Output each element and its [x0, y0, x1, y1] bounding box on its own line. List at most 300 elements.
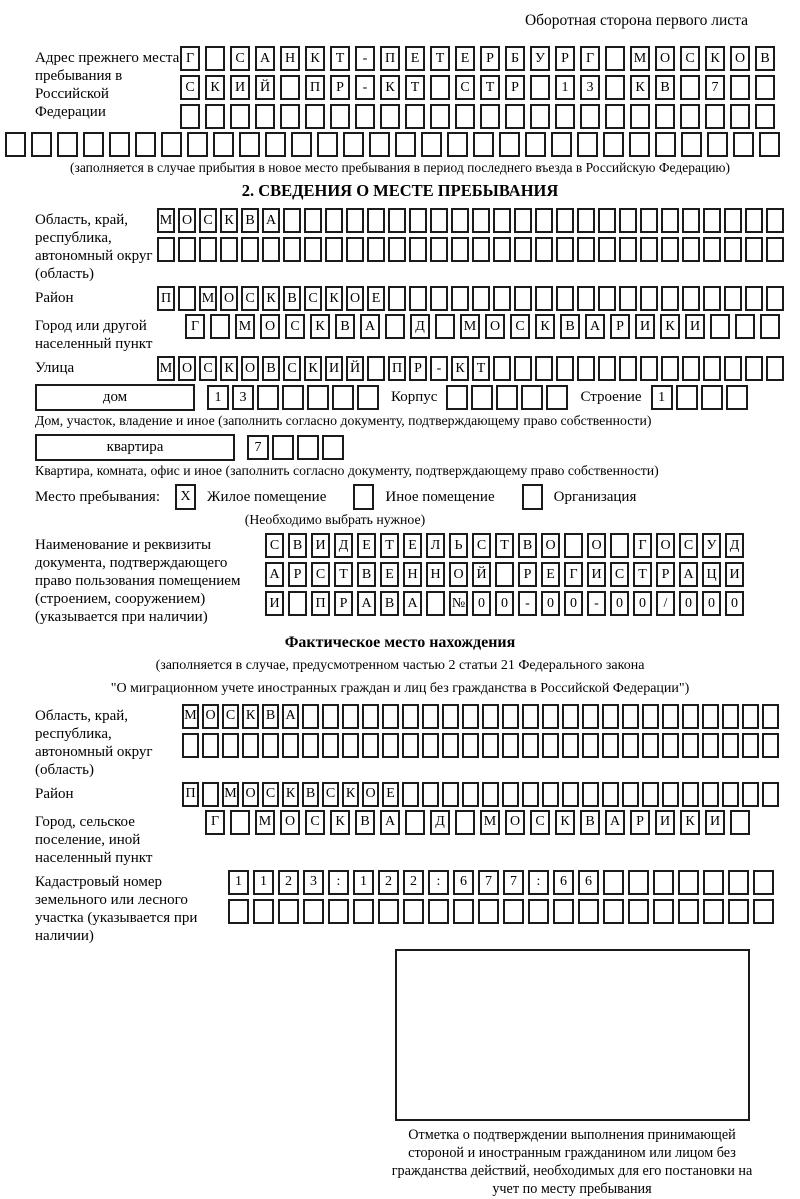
- char-cell[interactable]: [462, 704, 479, 729]
- char-cell[interactable]: -: [355, 46, 375, 71]
- char-cell[interactable]: [303, 899, 324, 924]
- char-cell[interactable]: [257, 385, 279, 410]
- char-cell[interactable]: М: [182, 704, 199, 729]
- char-cell[interactable]: И: [230, 75, 250, 100]
- char-cell[interactable]: [662, 704, 679, 729]
- char-cell[interactable]: [317, 132, 338, 157]
- char-cell[interactable]: [766, 286, 784, 311]
- char-cell[interactable]: О: [242, 782, 259, 807]
- char-cell[interactable]: К: [535, 314, 555, 339]
- char-cell[interactable]: С: [283, 356, 301, 381]
- char-cell[interactable]: С: [241, 286, 259, 311]
- char-cell[interactable]: [745, 208, 763, 233]
- char-cell[interactable]: [447, 132, 468, 157]
- char-cell[interactable]: [262, 733, 279, 758]
- char-cell[interactable]: [745, 237, 763, 262]
- char-cell[interactable]: Н: [403, 562, 422, 587]
- char-cell[interactable]: [682, 356, 700, 381]
- char-cell[interactable]: [678, 870, 699, 895]
- char-cell[interactable]: 0: [725, 591, 744, 616]
- char-cell[interactable]: [582, 704, 599, 729]
- char-cell[interactable]: [742, 733, 759, 758]
- char-cell[interactable]: [178, 237, 196, 262]
- char-cell[interactable]: [630, 104, 650, 129]
- char-cell[interactable]: [681, 132, 702, 157]
- char-cell[interactable]: Т: [480, 75, 500, 100]
- char-cell[interactable]: [430, 237, 448, 262]
- char-cell[interactable]: Д: [334, 533, 353, 558]
- char-cell[interactable]: В: [283, 286, 301, 311]
- char-cell[interactable]: [502, 704, 519, 729]
- char-cell[interactable]: [642, 704, 659, 729]
- char-cell[interactable]: [135, 132, 156, 157]
- char-cell[interactable]: [562, 733, 579, 758]
- char-cell[interactable]: [703, 899, 724, 924]
- char-cell[interactable]: [535, 208, 553, 233]
- char-cell[interactable]: [598, 286, 616, 311]
- char-cell[interactable]: [682, 237, 700, 262]
- char-cell[interactable]: С: [265, 533, 284, 558]
- char-cell[interactable]: И: [587, 562, 606, 587]
- char-cell[interactable]: [603, 870, 624, 895]
- char-cell[interactable]: Т: [330, 46, 350, 71]
- char-cell[interactable]: [402, 782, 419, 807]
- char-cell[interactable]: [302, 733, 319, 758]
- char-cell[interactable]: Е: [541, 562, 560, 587]
- char-cell[interactable]: [157, 237, 175, 262]
- char-cell[interactable]: К: [342, 782, 359, 807]
- char-cell[interactable]: Р: [630, 810, 650, 835]
- char-cell[interactable]: [726, 385, 748, 410]
- char-cell[interactable]: [426, 591, 445, 616]
- char-cell[interactable]: [499, 132, 520, 157]
- char-cell[interactable]: [187, 132, 208, 157]
- char-cell[interactable]: Р: [505, 75, 525, 100]
- char-cell[interactable]: К: [680, 810, 700, 835]
- char-cell[interactable]: [619, 208, 637, 233]
- char-cell[interactable]: [395, 132, 416, 157]
- char-cell[interactable]: [388, 237, 406, 262]
- char-cell[interactable]: К: [451, 356, 469, 381]
- char-cell[interactable]: О: [220, 286, 238, 311]
- char-cell[interactable]: [451, 208, 469, 233]
- char-cell[interactable]: [304, 237, 322, 262]
- char-cell[interactable]: [760, 314, 780, 339]
- char-cell[interactable]: [482, 733, 499, 758]
- char-cell[interactable]: Е: [455, 46, 475, 71]
- char-cell[interactable]: А: [585, 314, 605, 339]
- char-cell[interactable]: А: [282, 704, 299, 729]
- char-cell[interactable]: [357, 385, 379, 410]
- char-cell[interactable]: [451, 286, 469, 311]
- char-cell[interactable]: [702, 704, 719, 729]
- char-cell[interactable]: [562, 704, 579, 729]
- char-cell[interactable]: [530, 75, 550, 100]
- char-cell[interactable]: [182, 733, 199, 758]
- char-cell[interactable]: [535, 356, 553, 381]
- char-cell[interactable]: [180, 104, 200, 129]
- stay-type-checkbox-residential[interactable]: X: [175, 484, 196, 510]
- char-cell[interactable]: №: [449, 591, 468, 616]
- char-cell[interactable]: [451, 237, 469, 262]
- char-cell[interactable]: :: [428, 870, 449, 895]
- char-cell[interactable]: Н: [280, 46, 300, 71]
- char-cell[interactable]: [430, 286, 448, 311]
- char-cell[interactable]: [278, 899, 299, 924]
- char-cell[interactable]: [742, 782, 759, 807]
- char-cell[interactable]: [502, 733, 519, 758]
- char-cell[interactable]: 2: [403, 870, 424, 895]
- char-cell[interactable]: Т: [405, 75, 425, 100]
- char-cell[interactable]: [442, 704, 459, 729]
- char-cell[interactable]: [722, 733, 739, 758]
- char-cell[interactable]: [430, 104, 450, 129]
- char-cell[interactable]: В: [755, 46, 775, 71]
- char-cell[interactable]: О: [655, 46, 675, 71]
- char-cell[interactable]: [703, 237, 721, 262]
- char-cell[interactable]: [291, 132, 312, 157]
- char-cell[interactable]: 2: [278, 870, 299, 895]
- char-cell[interactable]: [505, 104, 525, 129]
- char-cell[interactable]: [556, 208, 574, 233]
- char-cell[interactable]: Д: [410, 314, 430, 339]
- char-cell[interactable]: -: [430, 356, 448, 381]
- char-cell[interactable]: К: [220, 356, 238, 381]
- char-cell[interactable]: [282, 733, 299, 758]
- char-cell[interactable]: Е: [382, 782, 399, 807]
- char-cell[interactable]: М: [157, 208, 175, 233]
- char-cell[interactable]: 3: [303, 870, 324, 895]
- char-cell[interactable]: К: [305, 46, 325, 71]
- char-cell[interactable]: [661, 208, 679, 233]
- char-cell[interactable]: [703, 356, 721, 381]
- char-cell[interactable]: [369, 132, 390, 157]
- char-cell[interactable]: [283, 237, 301, 262]
- char-cell[interactable]: 0: [541, 591, 560, 616]
- char-cell[interactable]: 0: [610, 591, 629, 616]
- char-cell[interactable]: Г: [185, 314, 205, 339]
- char-cell[interactable]: К: [310, 314, 330, 339]
- char-cell[interactable]: [472, 237, 490, 262]
- char-cell[interactable]: [442, 782, 459, 807]
- char-cell[interactable]: [496, 385, 518, 410]
- char-cell[interactable]: [514, 208, 532, 233]
- char-cell[interactable]: [503, 899, 524, 924]
- char-cell[interactable]: [653, 870, 674, 895]
- char-cell[interactable]: М: [222, 782, 239, 807]
- char-cell[interactable]: [602, 704, 619, 729]
- char-cell[interactable]: [202, 782, 219, 807]
- char-cell[interactable]: [471, 385, 493, 410]
- char-cell[interactable]: [653, 899, 674, 924]
- char-cell[interactable]: [661, 237, 679, 262]
- char-cell[interactable]: О: [587, 533, 606, 558]
- char-cell[interactable]: [556, 356, 574, 381]
- char-cell[interactable]: [722, 704, 739, 729]
- char-cell[interactable]: 1: [651, 385, 673, 410]
- char-cell[interactable]: В: [335, 314, 355, 339]
- char-cell[interactable]: [753, 899, 774, 924]
- char-cell[interactable]: [325, 208, 343, 233]
- stay-type-checkbox-organization[interactable]: [522, 484, 543, 510]
- char-cell[interactable]: [342, 733, 359, 758]
- char-cell[interactable]: Т: [472, 356, 490, 381]
- char-cell[interactable]: [562, 782, 579, 807]
- char-cell[interactable]: О: [280, 810, 300, 835]
- char-cell[interactable]: 7: [247, 435, 269, 460]
- char-cell[interactable]: [239, 132, 260, 157]
- char-cell[interactable]: [305, 104, 325, 129]
- char-cell[interactable]: [605, 104, 625, 129]
- char-cell[interactable]: В: [241, 208, 259, 233]
- char-cell[interactable]: И: [705, 810, 725, 835]
- char-cell[interactable]: К: [262, 286, 280, 311]
- char-cell[interactable]: [5, 132, 26, 157]
- char-cell[interactable]: С: [510, 314, 530, 339]
- char-cell[interactable]: [640, 208, 658, 233]
- char-cell[interactable]: [83, 132, 104, 157]
- char-cell[interactable]: К: [304, 356, 322, 381]
- char-cell[interactable]: [766, 356, 784, 381]
- char-cell[interactable]: [495, 562, 514, 587]
- char-cell[interactable]: [605, 75, 625, 100]
- char-cell[interactable]: В: [302, 782, 319, 807]
- char-cell[interactable]: К: [630, 75, 650, 100]
- char-cell[interactable]: 0: [564, 591, 583, 616]
- char-cell[interactable]: [542, 704, 559, 729]
- char-cell[interactable]: [564, 533, 583, 558]
- char-cell[interactable]: [535, 237, 553, 262]
- char-cell[interactable]: [205, 104, 225, 129]
- char-cell[interactable]: 0: [472, 591, 491, 616]
- char-cell[interactable]: 2: [378, 870, 399, 895]
- char-cell[interactable]: [602, 733, 619, 758]
- char-cell[interactable]: [622, 704, 639, 729]
- char-cell[interactable]: [546, 385, 568, 410]
- char-cell[interactable]: В: [262, 704, 279, 729]
- char-cell[interactable]: [522, 733, 539, 758]
- char-cell[interactable]: П: [182, 782, 199, 807]
- char-cell[interactable]: [210, 314, 230, 339]
- char-cell[interactable]: [682, 208, 700, 233]
- char-cell[interactable]: [382, 733, 399, 758]
- char-cell[interactable]: [577, 208, 595, 233]
- char-cell[interactable]: [332, 385, 354, 410]
- char-cell[interactable]: И: [635, 314, 655, 339]
- char-cell[interactable]: [473, 132, 494, 157]
- char-cell[interactable]: [724, 208, 742, 233]
- char-cell[interactable]: В: [655, 75, 675, 100]
- char-cell[interactable]: [745, 356, 763, 381]
- char-cell[interactable]: 6: [453, 870, 474, 895]
- char-cell[interactable]: [735, 314, 755, 339]
- char-cell[interactable]: [762, 782, 779, 807]
- char-cell[interactable]: Р: [409, 356, 427, 381]
- char-cell[interactable]: Е: [380, 562, 399, 587]
- char-cell[interactable]: [622, 733, 639, 758]
- char-cell[interactable]: О: [485, 314, 505, 339]
- char-cell[interactable]: К: [220, 208, 238, 233]
- char-cell[interactable]: [402, 733, 419, 758]
- char-cell[interactable]: [655, 104, 675, 129]
- char-cell[interactable]: [265, 132, 286, 157]
- char-cell[interactable]: [730, 810, 750, 835]
- char-cell[interactable]: [728, 870, 749, 895]
- char-cell[interactable]: [745, 286, 763, 311]
- char-cell[interactable]: Е: [405, 46, 425, 71]
- char-cell[interactable]: [493, 237, 511, 262]
- char-cell[interactable]: [322, 435, 344, 460]
- char-cell[interactable]: 0: [495, 591, 514, 616]
- char-cell[interactable]: О: [730, 46, 750, 71]
- char-cell[interactable]: 1: [353, 870, 374, 895]
- char-cell[interactable]: [362, 733, 379, 758]
- char-cell[interactable]: [703, 286, 721, 311]
- char-cell[interactable]: О: [178, 356, 196, 381]
- char-cell[interactable]: 7: [478, 870, 499, 895]
- char-cell[interactable]: [272, 435, 294, 460]
- char-cell[interactable]: [578, 899, 599, 924]
- char-cell[interactable]: [435, 314, 455, 339]
- char-cell[interactable]: [702, 733, 719, 758]
- char-cell[interactable]: [213, 132, 234, 157]
- char-cell[interactable]: В: [262, 356, 280, 381]
- char-cell[interactable]: С: [679, 533, 698, 558]
- char-cell[interactable]: В: [518, 533, 537, 558]
- char-cell[interactable]: [628, 899, 649, 924]
- char-cell[interactable]: [603, 899, 624, 924]
- char-cell[interactable]: О: [346, 286, 364, 311]
- char-cell[interactable]: [453, 899, 474, 924]
- char-cell[interactable]: [701, 385, 723, 410]
- char-cell[interactable]: Т: [380, 533, 399, 558]
- char-cell[interactable]: 1: [207, 385, 229, 410]
- char-cell[interactable]: Р: [288, 562, 307, 587]
- char-cell[interactable]: Л: [426, 533, 445, 558]
- char-cell[interactable]: Г: [564, 562, 583, 587]
- char-cell[interactable]: [346, 208, 364, 233]
- char-cell[interactable]: [598, 208, 616, 233]
- char-cell[interactable]: [422, 782, 439, 807]
- char-cell[interactable]: [355, 104, 375, 129]
- char-cell[interactable]: Б: [505, 46, 525, 71]
- char-cell[interactable]: [676, 385, 698, 410]
- char-cell[interactable]: [640, 237, 658, 262]
- char-cell[interactable]: С: [285, 314, 305, 339]
- char-cell[interactable]: [205, 46, 225, 71]
- char-cell[interactable]: В: [355, 810, 375, 835]
- char-cell[interactable]: П: [388, 356, 406, 381]
- char-cell[interactable]: О: [362, 782, 379, 807]
- char-cell[interactable]: Р: [555, 46, 575, 71]
- char-cell[interactable]: И: [655, 810, 675, 835]
- char-cell[interactable]: [707, 132, 728, 157]
- char-cell[interactable]: [710, 314, 730, 339]
- char-cell[interactable]: [288, 591, 307, 616]
- char-cell[interactable]: О: [449, 562, 468, 587]
- char-cell[interactable]: С: [230, 46, 250, 71]
- char-cell[interactable]: Ц: [702, 562, 721, 587]
- char-cell[interactable]: [766, 208, 784, 233]
- char-cell[interactable]: [230, 810, 250, 835]
- char-cell[interactable]: [542, 733, 559, 758]
- char-cell[interactable]: [755, 104, 775, 129]
- char-cell[interactable]: М: [480, 810, 500, 835]
- char-cell[interactable]: Р: [656, 562, 675, 587]
- char-cell[interactable]: Р: [518, 562, 537, 587]
- char-cell[interactable]: [322, 704, 339, 729]
- stay-type-checkbox-other-premise[interactable]: [353, 484, 374, 510]
- char-cell[interactable]: [661, 286, 679, 311]
- char-cell[interactable]: [724, 356, 742, 381]
- char-cell[interactable]: М: [460, 314, 480, 339]
- char-cell[interactable]: [640, 356, 658, 381]
- char-cell[interactable]: [662, 733, 679, 758]
- char-cell[interactable]: [405, 104, 425, 129]
- char-cell[interactable]: [730, 75, 750, 100]
- char-cell[interactable]: [535, 286, 553, 311]
- char-cell[interactable]: [642, 733, 659, 758]
- char-cell[interactable]: [493, 286, 511, 311]
- char-cell[interactable]: [577, 237, 595, 262]
- char-cell[interactable]: П: [157, 286, 175, 311]
- char-cell[interactable]: [530, 104, 550, 129]
- char-cell[interactable]: 1: [253, 870, 274, 895]
- char-cell[interactable]: [328, 899, 349, 924]
- char-cell[interactable]: [762, 733, 779, 758]
- char-cell[interactable]: [598, 356, 616, 381]
- char-cell[interactable]: 3: [232, 385, 254, 410]
- char-cell[interactable]: [462, 733, 479, 758]
- char-cell[interactable]: [662, 782, 679, 807]
- char-cell[interactable]: [472, 208, 490, 233]
- char-cell[interactable]: Е: [357, 533, 376, 558]
- char-cell[interactable]: [556, 286, 574, 311]
- char-cell[interactable]: Е: [367, 286, 385, 311]
- char-cell[interactable]: [680, 104, 700, 129]
- char-cell[interactable]: [678, 899, 699, 924]
- char-cell[interactable]: [753, 870, 774, 895]
- char-cell[interactable]: С: [304, 286, 322, 311]
- char-cell[interactable]: [619, 286, 637, 311]
- char-cell[interactable]: С: [180, 75, 200, 100]
- char-cell[interactable]: [724, 286, 742, 311]
- char-cell[interactable]: [304, 208, 322, 233]
- char-cell[interactable]: [766, 237, 784, 262]
- char-cell[interactable]: 1: [555, 75, 575, 100]
- char-cell[interactable]: [307, 385, 329, 410]
- char-cell[interactable]: [577, 286, 595, 311]
- char-cell[interactable]: [703, 208, 721, 233]
- char-cell[interactable]: П: [305, 75, 325, 100]
- char-cell[interactable]: [230, 104, 250, 129]
- char-cell[interactable]: [605, 46, 625, 71]
- char-cell[interactable]: [640, 286, 658, 311]
- char-cell[interactable]: И: [725, 562, 744, 587]
- char-cell[interactable]: [762, 704, 779, 729]
- char-cell[interactable]: В: [288, 533, 307, 558]
- char-cell[interactable]: [542, 782, 559, 807]
- char-cell[interactable]: [703, 870, 724, 895]
- char-cell[interactable]: [582, 733, 599, 758]
- char-cell[interactable]: С: [610, 562, 629, 587]
- char-cell[interactable]: 0: [633, 591, 652, 616]
- char-cell[interactable]: [228, 899, 249, 924]
- char-cell[interactable]: [522, 704, 539, 729]
- char-cell[interactable]: [722, 782, 739, 807]
- char-cell[interactable]: О: [178, 208, 196, 233]
- char-cell[interactable]: А: [357, 591, 376, 616]
